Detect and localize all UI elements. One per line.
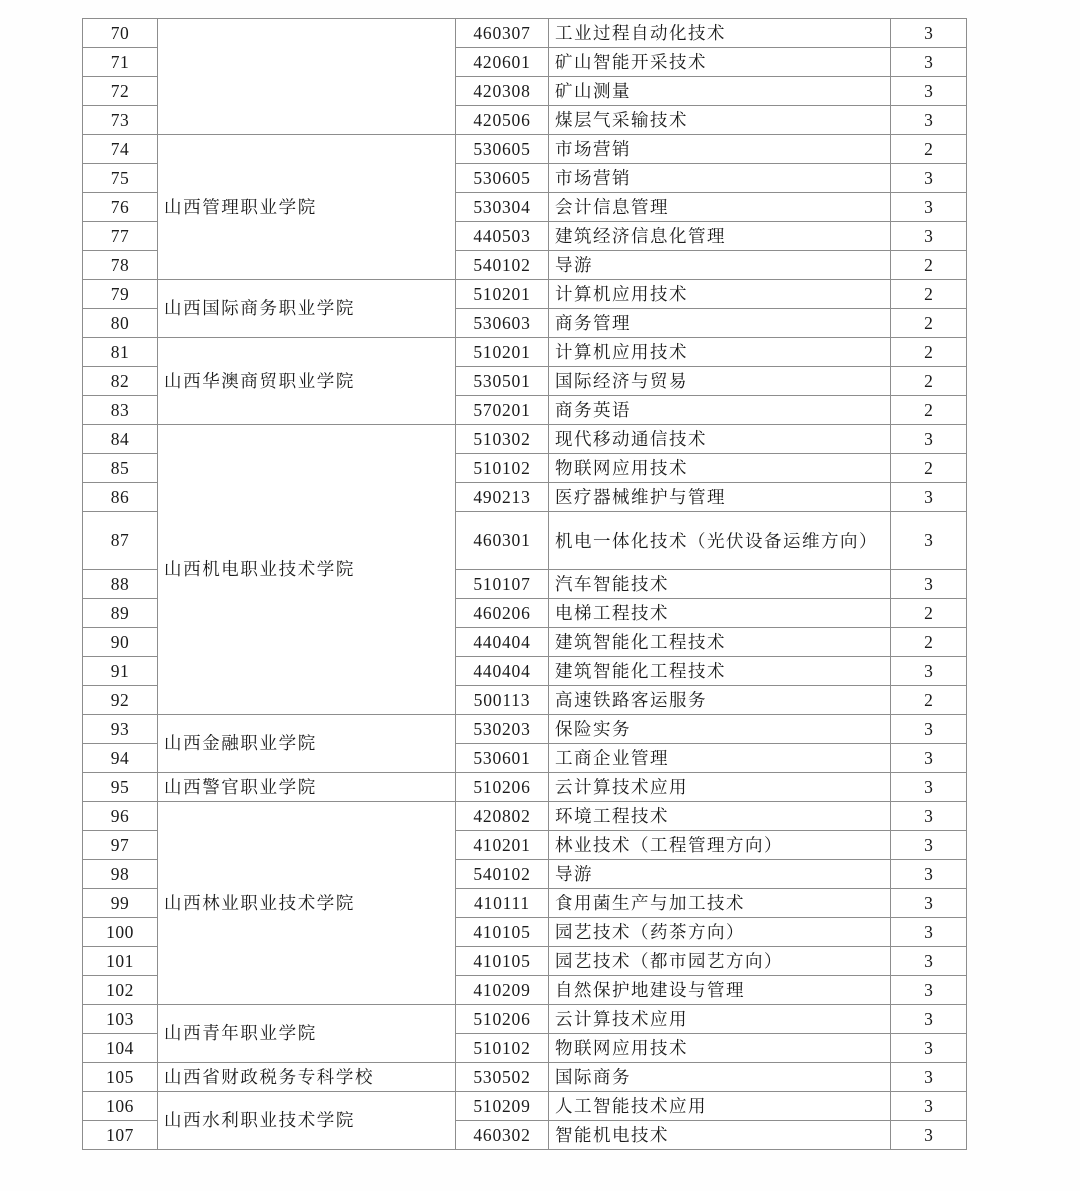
- cell-sequence-number: 71: [83, 48, 158, 77]
- cell-study-years: 3: [891, 802, 967, 831]
- cell-study-years: 3: [891, 918, 967, 947]
- cell-sequence-number: 102: [83, 976, 158, 1005]
- cell-sequence-number: 76: [83, 193, 158, 222]
- cell-sequence-number: 83: [83, 396, 158, 425]
- cell-major-code: 500113: [456, 686, 549, 715]
- cell-major-name: 云计算技术应用: [549, 1005, 891, 1034]
- cell-major-code: 530501: [456, 367, 549, 396]
- cell-major-name: 国际经济与贸易: [549, 367, 891, 396]
- cell-major-code: 540102: [456, 251, 549, 280]
- cell-major-name: 林业技术（工程管理方向）: [549, 831, 891, 860]
- cell-major-code: 510206: [456, 773, 549, 802]
- cell-major-name: 物联网应用技术: [549, 454, 891, 483]
- cell-major-code: 410105: [456, 947, 549, 976]
- cell-major-name: 计算机应用技术: [549, 280, 891, 309]
- cell-sequence-number: 74: [83, 135, 158, 164]
- cell-study-years: 2: [891, 367, 967, 396]
- cell-school-name: 山西金融职业学院: [158, 715, 456, 773]
- table-row: [83, 1063, 967, 1092]
- table-row: [83, 1092, 967, 1121]
- cell-sequence-number: 100: [83, 918, 158, 947]
- table-row: [83, 280, 967, 309]
- cell-major-code: 510302: [456, 425, 549, 454]
- cell-major-name: 电梯工程技术: [549, 599, 891, 628]
- cell-major-code: 530603: [456, 309, 549, 338]
- cell-major-code: 410111: [456, 889, 549, 918]
- table-row: [83, 715, 967, 744]
- cell-major-code: 530601: [456, 744, 549, 773]
- cell-study-years: 2: [891, 396, 967, 425]
- cell-sequence-number: 103: [83, 1005, 158, 1034]
- cell-sequence-number: 72: [83, 77, 158, 106]
- cell-major-name: 园艺技术（都市园艺方向）: [549, 947, 891, 976]
- cell-study-years: 2: [891, 628, 967, 657]
- table-row: [83, 135, 967, 164]
- cell-major-code: 490213: [456, 483, 549, 512]
- cell-study-years: 2: [891, 309, 967, 338]
- cell-school-name: [158, 19, 456, 135]
- cell-major-code: 440404: [456, 628, 549, 657]
- cell-major-name: 计算机应用技术: [549, 338, 891, 367]
- cell-major-code: 530502: [456, 1063, 549, 1092]
- cell-sequence-number: 95: [83, 773, 158, 802]
- cell-major-code: 410209: [456, 976, 549, 1005]
- cell-study-years: 3: [891, 1121, 967, 1150]
- cell-study-years: 3: [891, 222, 967, 251]
- cell-major-code: 540102: [456, 860, 549, 889]
- table-row: [83, 802, 967, 831]
- cell-major-name: 工业过程自动化技术: [549, 19, 891, 48]
- cell-school-name: 山西国际商务职业学院: [158, 280, 456, 338]
- cell-sequence-number: 81: [83, 338, 158, 367]
- cell-sequence-number: 98: [83, 860, 158, 889]
- cell-major-code: 530605: [456, 164, 549, 193]
- cell-sequence-number: 89: [83, 599, 158, 628]
- cell-study-years: 3: [891, 1092, 967, 1121]
- table-row: [83, 1005, 967, 1034]
- cell-major-name: 工商企业管理: [549, 744, 891, 773]
- cell-study-years: 3: [891, 164, 967, 193]
- cell-sequence-number: 92: [83, 686, 158, 715]
- cell-school-name: 山西警官职业学院: [158, 773, 456, 802]
- cell-major-code: 510102: [456, 1034, 549, 1063]
- cell-study-years: 2: [891, 454, 967, 483]
- cell-major-name: 会计信息管理: [549, 193, 891, 222]
- cell-major-name: 建筑智能化工程技术: [549, 657, 891, 686]
- cell-major-name: 环境工程技术: [549, 802, 891, 831]
- cell-study-years: 2: [891, 135, 967, 164]
- cell-study-years: 3: [891, 744, 967, 773]
- cell-major-code: 420308: [456, 77, 549, 106]
- cell-sequence-number: 105: [83, 1063, 158, 1092]
- cell-sequence-number: 77: [83, 222, 158, 251]
- cell-major-name: 云计算技术应用: [549, 773, 891, 802]
- cell-major-name: 国际商务: [549, 1063, 891, 1092]
- cell-sequence-number: 94: [83, 744, 158, 773]
- cell-study-years: 3: [891, 947, 967, 976]
- cell-study-years: 2: [891, 599, 967, 628]
- cell-major-name: 导游: [549, 251, 891, 280]
- cell-school-name: 山西林业职业技术学院: [158, 802, 456, 1005]
- cell-school-name: 山西水利职业技术学院: [158, 1092, 456, 1150]
- cell-major-name: 保险实务: [549, 715, 891, 744]
- cell-sequence-number: 70: [83, 19, 158, 48]
- cell-major-name: 建筑经济信息化管理: [549, 222, 891, 251]
- cell-study-years: 2: [891, 686, 967, 715]
- cell-study-years: 3: [891, 1034, 967, 1063]
- cell-study-years: 3: [891, 860, 967, 889]
- cell-sequence-number: 86: [83, 483, 158, 512]
- cell-sequence-number: 88: [83, 570, 158, 599]
- cell-major-code: 420506: [456, 106, 549, 135]
- cell-major-name: 智能机电技术: [549, 1121, 891, 1150]
- cell-major-code: 510206: [456, 1005, 549, 1034]
- cell-major-code: 570201: [456, 396, 549, 425]
- cell-sequence-number: 85: [83, 454, 158, 483]
- cell-major-name: 建筑智能化工程技术: [549, 628, 891, 657]
- table-row: [83, 425, 967, 454]
- table-body: [83, 19, 967, 1150]
- cell-major-code: 460206: [456, 599, 549, 628]
- cell-major-code: 530605: [456, 135, 549, 164]
- cell-major-code: 410105: [456, 918, 549, 947]
- cell-sequence-number: 96: [83, 802, 158, 831]
- cell-study-years: 3: [891, 773, 967, 802]
- cell-major-name: 食用菌生产与加工技术: [549, 889, 891, 918]
- table-row: [83, 773, 967, 802]
- cell-study-years: 3: [891, 77, 967, 106]
- cell-major-code: 440404: [456, 657, 549, 686]
- cell-sequence-number: 82: [83, 367, 158, 396]
- cell-sequence-number: 91: [83, 657, 158, 686]
- cell-major-code: 410201: [456, 831, 549, 860]
- cell-major-name: 高速铁路客运服务: [549, 686, 891, 715]
- cell-sequence-number: 84: [83, 425, 158, 454]
- cell-sequence-number: 87: [83, 512, 158, 570]
- table-row: [83, 19, 967, 48]
- cell-study-years: 2: [891, 251, 967, 280]
- cell-study-years: 3: [891, 1063, 967, 1092]
- cell-major-code: 420601: [456, 48, 549, 77]
- cell-school-name: 山西省财政税务专科学校: [158, 1063, 456, 1092]
- cell-sequence-number: 73: [83, 106, 158, 135]
- cell-study-years: 3: [891, 425, 967, 454]
- cell-major-name: 物联网应用技术: [549, 1034, 891, 1063]
- cell-study-years: 3: [891, 512, 967, 570]
- cell-study-years: 3: [891, 976, 967, 1005]
- cell-major-code: 420802: [456, 802, 549, 831]
- cell-sequence-number: 107: [83, 1121, 158, 1150]
- cell-major-code: 530304: [456, 193, 549, 222]
- cell-major-name: 商务英语: [549, 396, 891, 425]
- cell-sequence-number: 106: [83, 1092, 158, 1121]
- cell-study-years: 3: [891, 570, 967, 599]
- major-list-table: [82, 18, 967, 1150]
- cell-major-name: 自然保护地建设与管理: [549, 976, 891, 1005]
- cell-study-years: 2: [891, 280, 967, 309]
- cell-school-name: 山西青年职业学院: [158, 1005, 456, 1063]
- cell-sequence-number: 97: [83, 831, 158, 860]
- cell-major-code: 460307: [456, 19, 549, 48]
- cell-major-code: 440503: [456, 222, 549, 251]
- cell-school-name: 山西机电职业技术学院: [158, 425, 456, 715]
- cell-school-name: 山西管理职业学院: [158, 135, 456, 280]
- cell-major-code: 510107: [456, 570, 549, 599]
- cell-study-years: 3: [891, 715, 967, 744]
- cell-major-name: 商务管理: [549, 309, 891, 338]
- cell-major-name: 园艺技术（药茶方向）: [549, 918, 891, 947]
- cell-study-years: 3: [891, 657, 967, 686]
- cell-study-years: 3: [891, 48, 967, 77]
- cell-major-name: 矿山测量: [549, 77, 891, 106]
- cell-major-name: 汽车智能技术: [549, 570, 891, 599]
- cell-major-name: 现代移动通信技术: [549, 425, 891, 454]
- cell-study-years: 3: [891, 831, 967, 860]
- cell-school-name: 山西华澳商贸职业学院: [158, 338, 456, 425]
- cell-study-years: 3: [891, 1005, 967, 1034]
- cell-sequence-number: 99: [83, 889, 158, 918]
- cell-study-years: 3: [891, 193, 967, 222]
- cell-sequence-number: 80: [83, 309, 158, 338]
- table-row: [83, 338, 967, 367]
- cell-major-name: 煤层气采输技术: [549, 106, 891, 135]
- cell-major-code: 530203: [456, 715, 549, 744]
- cell-major-code: 510201: [456, 280, 549, 309]
- cell-study-years: 3: [891, 106, 967, 135]
- cell-study-years: 3: [891, 19, 967, 48]
- cell-major-name: 市场营销: [549, 164, 891, 193]
- cell-major-code: 510209: [456, 1092, 549, 1121]
- cell-major-name: 导游: [549, 860, 891, 889]
- cell-study-years: 2: [891, 338, 967, 367]
- cell-sequence-number: 101: [83, 947, 158, 976]
- cell-sequence-number: 75: [83, 164, 158, 193]
- cell-sequence-number: 104: [83, 1034, 158, 1063]
- cell-sequence-number: 93: [83, 715, 158, 744]
- cell-major-code: 460301: [456, 512, 549, 570]
- cell-sequence-number: 79: [83, 280, 158, 309]
- cell-major-code: 460302: [456, 1121, 549, 1150]
- cell-major-code: 510201: [456, 338, 549, 367]
- cell-major-name: 医疗器械维护与管理: [549, 483, 891, 512]
- cell-study-years: 3: [891, 889, 967, 918]
- cell-study-years: 3: [891, 483, 967, 512]
- cell-major-name: 机电一体化技术（光伏设备运维方向）: [549, 512, 891, 570]
- cell-major-code: 510102: [456, 454, 549, 483]
- cell-major-name: 人工智能技术应用: [549, 1092, 891, 1121]
- cell-major-name: 矿山智能开采技术: [549, 48, 891, 77]
- cell-sequence-number: 90: [83, 628, 158, 657]
- cell-sequence-number: 78: [83, 251, 158, 280]
- cell-major-name: 市场营销: [549, 135, 891, 164]
